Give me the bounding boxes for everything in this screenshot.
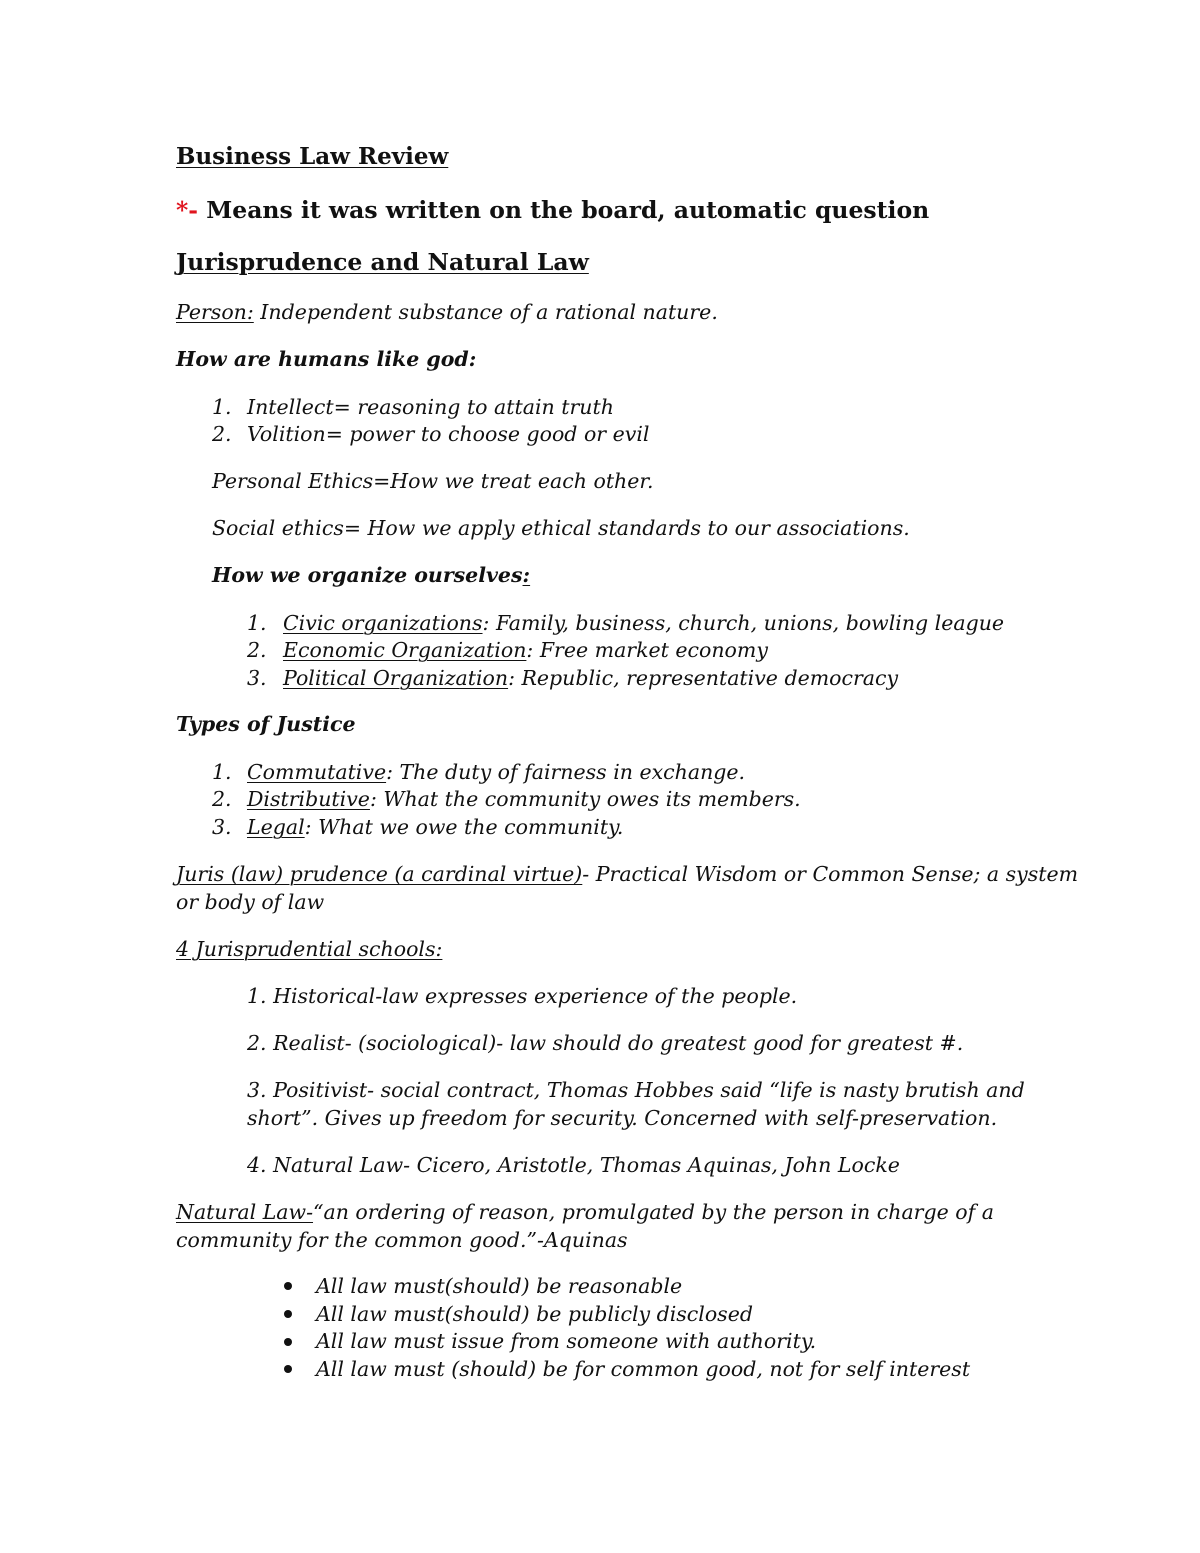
- bullet-item: All law must (should) be for common good, not for self interest: [316, 1357, 971, 1381]
- schools-heading: 4 Jurisprudential schools:: [176, 937, 443, 961]
- list-item-term: Civic organizations: [283, 611, 483, 635]
- bullet-icon: [284, 1365, 292, 1373]
- justice-heading: Types of Justice: [176, 712, 356, 736]
- list-item-text: : The duty of fairness in exchange.: [386, 760, 746, 784]
- list-item-text: : What the community owes its members.: [369, 787, 801, 811]
- natural-law-definition-cont: community for the common good.”-Aquinas: [176, 1228, 628, 1252]
- list-item: [283, 636, 768, 664]
- humans-like-god-heading: How are humans like god:: [176, 347, 477, 371]
- section-heading: Jurisprudence and Natural Law: [176, 248, 589, 276]
- bullet-icon: [284, 1282, 292, 1290]
- juris-text: - Practical Wisdom or Common Sense; a system: [582, 862, 1079, 886]
- list-item: [247, 813, 623, 841]
- list-item: Intellect= reasoning to attain truth: [247, 395, 614, 419]
- list-number: 2.: [212, 422, 232, 446]
- social-ethics: Social ethics= How we apply ethical standards to our associations.: [212, 516, 910, 540]
- list-item-text: : Family, business, church, unions, bowling league: [482, 611, 1005, 635]
- bullet-icon: [284, 1310, 292, 1318]
- organize-heading-text: How we organize ourselves: [212, 563, 523, 587]
- bullet-icon: [284, 1338, 292, 1346]
- juris-term: Juris (law) prudence (a cardinal virtue): [176, 862, 583, 886]
- list-item-term: Economic Organization: [283, 638, 527, 662]
- personal-ethics: Personal Ethics=How we treat each other.: [212, 469, 654, 493]
- list-item-term: Political Organization: [283, 666, 509, 690]
- school-item-cont: short”. Gives up freedom for security. Concerned with self-preservation.: [247, 1106, 998, 1130]
- organize-colon: :: [522, 563, 531, 587]
- bullet-item: All law must(should) be reasonable: [316, 1274, 683, 1298]
- school-item: 4. Natural Law- Cicero, Aristotle, Thomas Aquinas, John Locke: [247, 1153, 900, 1177]
- juris-definition-cont: or body of law: [176, 890, 325, 914]
- natural-law-definition: [176, 1198, 994, 1226]
- list-item: [283, 664, 898, 692]
- list-number: 1.: [212, 395, 232, 419]
- list-number: 3.: [212, 815, 232, 839]
- school-item: 2. Realist- (sociological)- law should do greatest good for greatest #.: [247, 1031, 964, 1055]
- page-title: Business Law Review: [176, 143, 449, 170]
- school-item: 3. Positivist- social contract, Thomas Hobbes said “life is nasty brutish and: [247, 1078, 1025, 1102]
- list-item: Volition= power to choose good or evil: [247, 422, 650, 446]
- person-term: Person:: [176, 300, 254, 324]
- person-definition: [176, 298, 718, 326]
- natural-law-term: Natural Law-: [176, 1200, 314, 1224]
- organize-heading: [212, 561, 530, 589]
- list-item-text: : Republic, representative democracy: [508, 666, 899, 690]
- list-item: [247, 758, 745, 786]
- bullet-item: All law must issue from someone with authority.: [316, 1329, 817, 1353]
- list-number: 2.: [212, 787, 232, 811]
- bullet-item: All law must(should) be publicly disclosed: [316, 1302, 753, 1326]
- list-item: [247, 785, 801, 813]
- natural-law-text: “an ordering of reason, promulgated by the person in charge of a: [313, 1200, 994, 1224]
- list-item-term: Legal: [247, 815, 305, 839]
- list-item-text: : What we owe the community.: [304, 815, 624, 839]
- asterisk-marker: *: [176, 196, 189, 224]
- list-number: 3.: [247, 666, 267, 690]
- list-item-term: Distributive: [247, 787, 370, 811]
- list-item-term: Commutative: [247, 760, 387, 784]
- juris-definition: [176, 860, 1078, 888]
- list-number: 1.: [212, 760, 232, 784]
- list-number: 1.: [247, 611, 267, 635]
- list-number: 2.: [247, 638, 267, 662]
- legend-dash: -: [188, 196, 199, 224]
- legend-text: Means it was written on the board, automatic question: [198, 196, 930, 224]
- legend-line: [176, 196, 929, 224]
- person-text: Independent substance of a rational nature.: [253, 300, 718, 324]
- list-item: [283, 609, 1004, 637]
- list-item-text: : Free market economy: [526, 638, 768, 662]
- school-item: 1. Historical-law expresses experience of the people.: [247, 984, 798, 1008]
